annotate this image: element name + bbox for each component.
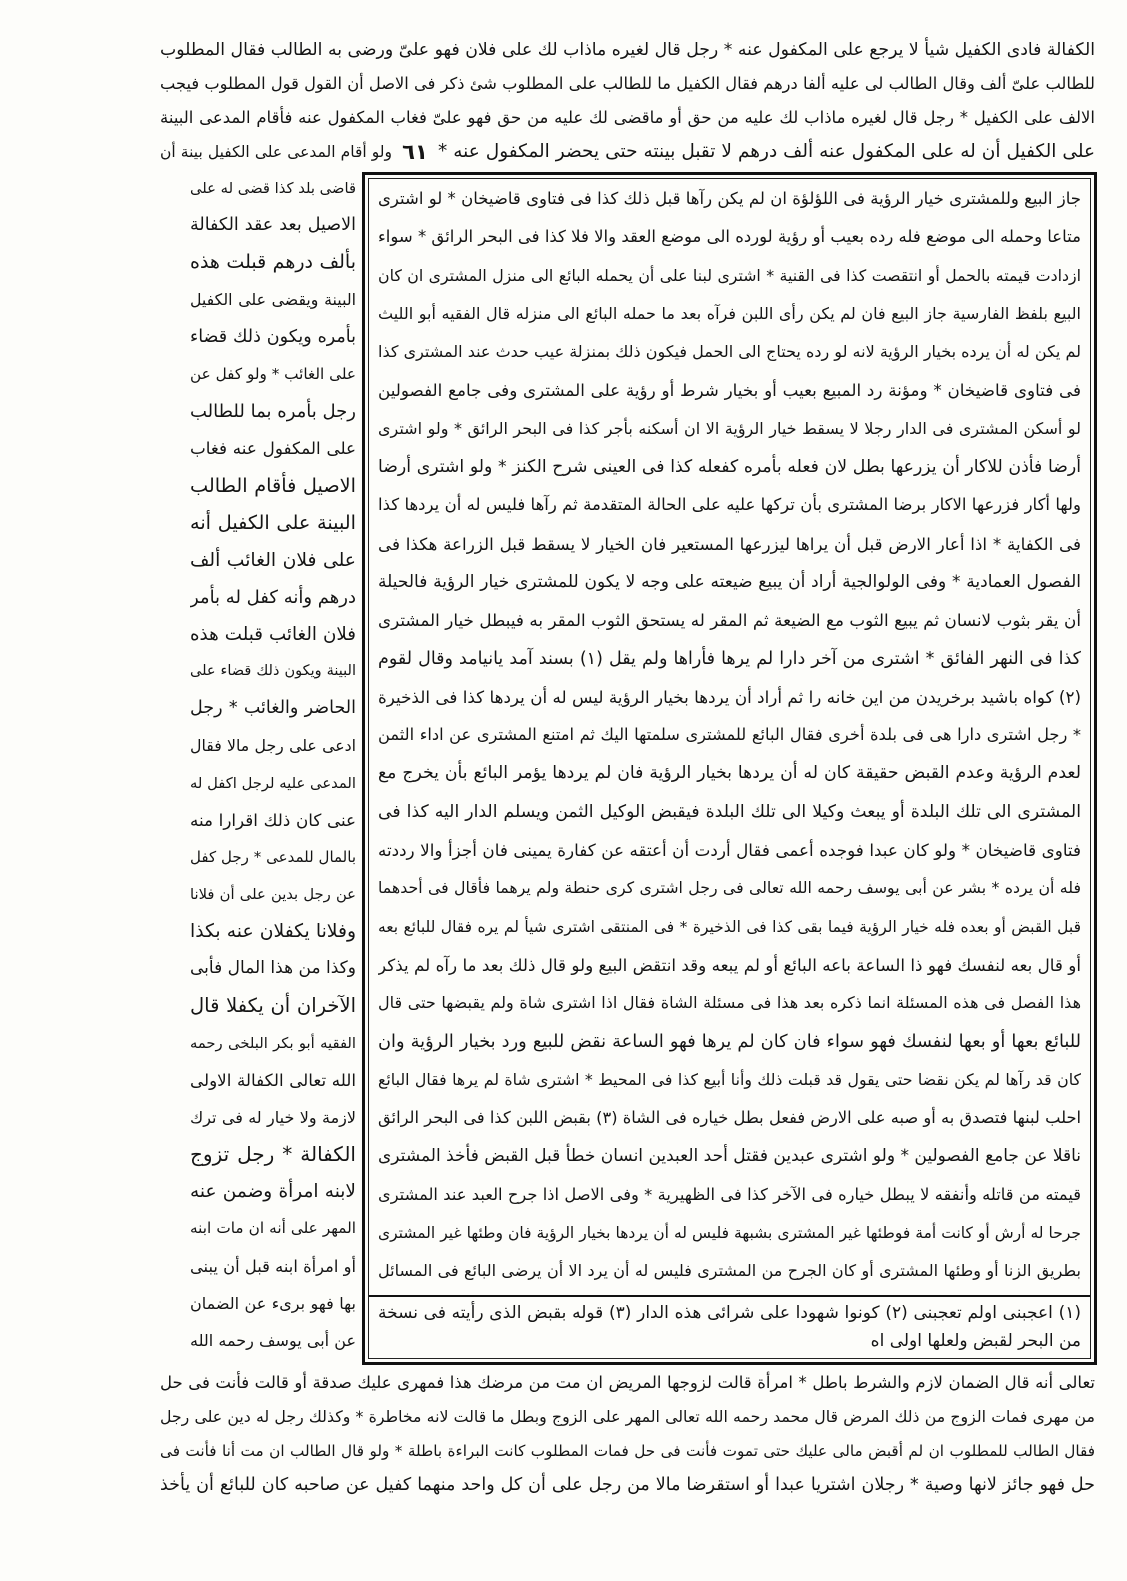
box-line: ازدادت قيمته بالحمل أو انتقصت كذا فى القنية * اشترى لبنا على أن يحمله البائع الى منزل المشترى ان كان bbox=[378, 265, 1081, 285]
side-line: على فلان الغائب ألف bbox=[190, 549, 356, 571]
side-line: فلان الغائب قبلت هذه bbox=[190, 623, 356, 645]
side-line: المهر على أنه ان مات ابنه bbox=[190, 1219, 356, 1238]
box-line: جاز البيع وللمشترى خيار الرؤية فى اللؤلؤة ان لم يكن رآها قبل ذلك كذا فى فتاوى قاضيخان * لو اشترى bbox=[378, 189, 1081, 208]
side-line: ادعى على رجل مالا فقال bbox=[190, 736, 356, 756]
box-line: قيمته من قاتله وأنفقه لا يبطل خياره فى الآخر كذا فى الظهيرية * وفى الاصل اذا جرح العبد عند المشترى bbox=[378, 1184, 1081, 1204]
side-line: أو امرأة ابنه قبل أن يبنى bbox=[190, 1256, 356, 1276]
side-line: الآخران أن يكفلا قال bbox=[190, 994, 356, 1018]
box-line: أو قال بعه لنفسك فهو ذا الساعة باعه البائع أو لم يبعه وقد انتقض البيع ولو قال ذلك بعد ما رآه لم يذكر bbox=[378, 954, 1081, 975]
side-line: وكذا من هذا المال فأبى bbox=[190, 958, 356, 979]
header-line: الكفالة فادى الكفيل شيأ لا يرجع على المكفول عنه * رجل قال لغيره ماذاب لك على فلان فهو علىّ ورضى به الطالب فقال المطلوب bbox=[160, 40, 1095, 60]
box-line: متاعا وحمله الى موضع فله رده بعيب أو رؤية لورده الى موضع العقد والا فلا كذا فى البحر الرائق * سواء bbox=[378, 227, 1081, 247]
side-line: الاصيل بعد عقد الكفالة bbox=[190, 215, 356, 236]
side-line: الفقيه أبو بكر البلخى رحمه bbox=[190, 1034, 356, 1052]
box-line: كذا فى النهر الفائق * اشترى من آخر دارا لم يرها فأراها ولم يقل (١) بسند آمد يانيامد وقال لقوم bbox=[378, 648, 1081, 669]
header-line-segment: ولو أقام المدعى على الكفيل بينة أن bbox=[160, 143, 392, 161]
box-line: البيع بلفظ الفارسية جاز البيع فان لم يكن رأى اللبن فرآه بعد ما حمله البائع الى منزله قال الفقيه أبو الليث bbox=[378, 303, 1081, 323]
box-line: جرحا له أرش أو كانت أمة فوطئها غير المشترى بشبهة فليس له أن يردها بخيار الرؤية فان وطئها غير المشترى bbox=[378, 1224, 1081, 1243]
side-line: بالمال للمدعى * رجل كفل bbox=[190, 847, 356, 866]
page-number: ٦١ bbox=[402, 140, 428, 164]
side-line: بها فهو برىء عن الضمان bbox=[190, 1293, 356, 1313]
header-line-with-page-number bbox=[160, 135, 1095, 169]
side-line: الاصيل فأقام الطالب bbox=[190, 474, 356, 498]
box-line: احلب لبنها فتصدق به أو صبه على الارض ففعل بطل خياره فى الشاة (٣) بقبض اللبن كذا فى البحر الرائق bbox=[378, 1108, 1081, 1128]
side-line: عنى كان ذلك اقرارا منه bbox=[190, 809, 356, 830]
footnote-line: (١) اعجبنى اولم تعجبنى (٢) كونوا شهودا على شرائى هذه الدار (٣) قوله بقبض الذى رأيته فى نسخة bbox=[378, 1303, 1081, 1323]
side-line: قاضى بلد كذا قضى له على bbox=[190, 180, 356, 197]
main-text-box bbox=[362, 172, 1097, 1365]
header-text-block bbox=[160, 33, 1095, 169]
box-line: المشترى الى تلك البلدة أو يبعث وكيلا الى تلك البلدة فيقبض الوكيل الثمن ويسلم الدار اليه كذا فى bbox=[378, 801, 1081, 822]
side-line: على الغائب * ولو كفل عن bbox=[190, 364, 356, 383]
box-line: ناقلا عن جامع الفصولين * ولو اشترى عبدين فقتل أحد العبدين انسان خطأ قبل القبض فأخذ المشترى bbox=[378, 1146, 1081, 1167]
box-line: لعدم الرؤية وعدم القبض حقيقة كان له أن يردها بخيار الرؤية فان لم يردها يؤمر البائع بأن يخرج مع bbox=[378, 763, 1081, 784]
box-line: فى الكفاية * اذا أعار الارض قبل أن يراها ليزرعها المستعير فان الخيار لا يسقط قبل الزراعة هكذا فى bbox=[378, 533, 1081, 554]
side-column bbox=[190, 170, 356, 1359]
box-line: ولها أكار فزرعها الاكار برضا المشترى بأن تركها عليه على الحالة المتقدمة ثم رآها فليس له أن يردها كذا bbox=[378, 495, 1081, 515]
box-line: بطريق الزنا أو وطئها المشترى أو كان الجرح من المشترى فليس له أن يرد الا أن يرضى البائع فى المسائل bbox=[378, 1261, 1081, 1281]
side-line: عن أبى يوسف رحمه الله bbox=[190, 1330, 356, 1350]
box-line: كان قد رآها لم يكن نقضا حتى يقول قد قبلت ذلك وأنا أبيع كذا فى المحيط * اشترى شاة لم يرها فقال البائع bbox=[378, 1069, 1081, 1089]
side-line: وفلانا يكفلان عنه بكذا bbox=[190, 921, 356, 943]
box-line: قبل القبض أو بعده فله خيار الرؤية فيما بقى كذا فى الذخيرة * فى المنتقى اشترى شيأ لم يره فقال للبائع بعه bbox=[378, 917, 1081, 936]
side-line: الله تعالى الكفالة الاولى bbox=[190, 1069, 356, 1090]
header-line-segment: على الكفيل أن له على المكفول عنه ألف درهم لا تقبل بينته حتى يحضر المكفول عنه * bbox=[438, 141, 1095, 162]
main-text-body bbox=[378, 180, 1081, 1291]
box-line: فى فتاوى قاضيخان * ومؤنة رد المبيع بعيب أو بخيار شرط أو رؤية على المشترى وفى جامع الفصولين bbox=[378, 380, 1081, 401]
box-line: أرضا فأذن للاكار أن يزرعها بطل لان فعله بأمره كفعله كذا فى العينى شرح الكنز * ولو اشترى أرضا bbox=[378, 457, 1081, 478]
side-line: على المكفول عنه فغاب bbox=[190, 438, 356, 459]
footer-line: تعالى أنه قال الضمان لازم والشرط باطل * امرأة قالت لزوجها المريض ان مت من مرضك هذا فمهرى عليك صدقة أو قالت فأنت فى حل bbox=[160, 1373, 1095, 1392]
side-line: بأمره ويكون ذلك قضاء bbox=[190, 326, 356, 347]
header-line: للطالب علىّ ألف وقال الطالب لى عليه ألفا درهم فقال الكفيل ما للطالب على المطلوب شئ ذكر فى الاصل أن القول قول المطلوب فيجب bbox=[160, 74, 1095, 93]
side-line: الحاضر والغائب * رجل bbox=[190, 698, 356, 719]
footer-line: فقال الطالب للمطلوب ان لم أقبض مالى عليك حتى تموت فأنت فى حل فمات المطلوب كانت البراءة باطلة * ولو قال الطالب ان مت أنا فأنت فى bbox=[160, 1442, 1095, 1460]
side-line: رجل بأمره بما للطالب bbox=[190, 400, 356, 422]
side-line: عن رجل بدين على أن فلانا bbox=[190, 885, 356, 903]
box-line: هذا الفصل فى هذه المسئلة انما ذكره بعد هذا فى مسئلة الشاة فقال اذا اشترى شاة ولم يقبضها حتى قال bbox=[378, 993, 1081, 1013]
box-line: لو أسكن المشترى فى الدار رجلا لا يسقط خيار الرؤية الا ان أسكنه بأجر كذا فى البحر الرائق * ولو اشترى bbox=[378, 418, 1081, 438]
side-line: البينة على الكفيل أنه bbox=[190, 511, 356, 535]
side-line: الكفالة * رجل تزوج bbox=[190, 1142, 356, 1167]
footer-text-block bbox=[160, 1366, 1095, 1502]
footer-line: حل فهو جائز لانها وصية * رجلان اشتريا عبدا أو استقرضا مالا من رجل على أن كل واحد منهما كفيل عن صاحبه كان للبائع أن يأخذ bbox=[160, 1475, 1095, 1495]
box-line: * رجل اشترى دارا هى فى بلدة أخرى فقال البائع للمشترى سلمتها اليك ثم امتنع المشترى عن اداء الثمن bbox=[378, 725, 1081, 745]
side-line: لابنه امرأة وضمن عنه bbox=[190, 1181, 356, 1203]
header-line: الالف على الكفيل * رجل قال لغيره ماذاب لك عليه من حق أو ماقضى لك عليه من حق فهو علىّ فغاب المكفول عنه فأقام المدعى البينة bbox=[160, 108, 1095, 127]
box-line: فتاوى قاضيخان * ولو كان عبدا فوجده أعمى فقال أردت أن أعتقه عن كفارة يمينى فان أجزأ والا رددته bbox=[378, 840, 1081, 861]
side-line: درهم وأنه كفل له بأمر bbox=[190, 586, 356, 608]
box-line: فله أن يرده * بشر عن أبى يوسف رحمه الله تعالى فى رجل اشترى كرى حنطة ولم يرهما فأقال فى أحدهما bbox=[378, 878, 1081, 898]
box-line: أن يقر بثوب لانسان ثم يبيع الثوب مع الضيعة ثم المقر له يستحق الثوب المقر به فيبطل خيار المشترى bbox=[378, 610, 1081, 631]
footnotes bbox=[378, 1299, 1081, 1355]
side-line: البينة ويكون ذلك قضاء على bbox=[190, 663, 356, 680]
side-line: المدعى عليه لرجل اكفل له bbox=[190, 774, 356, 792]
footnote-line: من البحر لقبض ولعلها اولى اه bbox=[870, 1331, 1081, 1351]
footnote-separator bbox=[369, 1295, 1090, 1297]
side-line: بألف درهم قبلت هذه bbox=[190, 251, 356, 274]
box-line: لم يكن له أن يرده بخيار الرؤية لانه لو رده يحتاج الى الحمل فيكون ذلك بمنزلة عيب حدث عند المشترى كذا bbox=[378, 342, 1081, 362]
side-line: البينة ويقضى على الكفيل bbox=[190, 290, 356, 310]
footer-line: من مهرى فمات الزوج من ذلك المرض قال محمد رحمه الله تعالى المهر على الزوج وبطل ما قالت لانه مخاطرة * وكذلك رجل له دين على رجل bbox=[160, 1407, 1095, 1426]
box-line: (٢) كواه باشيد برخريدن من اين خانه را ثم أراد أن يردها بخيار الرؤية ليس له أن يردها كذا فى الذخيرة bbox=[378, 686, 1081, 707]
box-line: للبائع بعها أو بعها لنفسك فهو سواء فان كان لم يرها فهو الساعة نقض للبيع ورد بخيار الرؤية وان bbox=[378, 1031, 1081, 1052]
side-line: لازمة ولا خيار له فى ترك bbox=[190, 1107, 356, 1127]
box-line: الفصول العمادية * وفى الولوالجية أراد أن يبيع ضيعته على وجه لا يكون للمشترى خيار الرؤية فالحيلة bbox=[378, 571, 1081, 592]
